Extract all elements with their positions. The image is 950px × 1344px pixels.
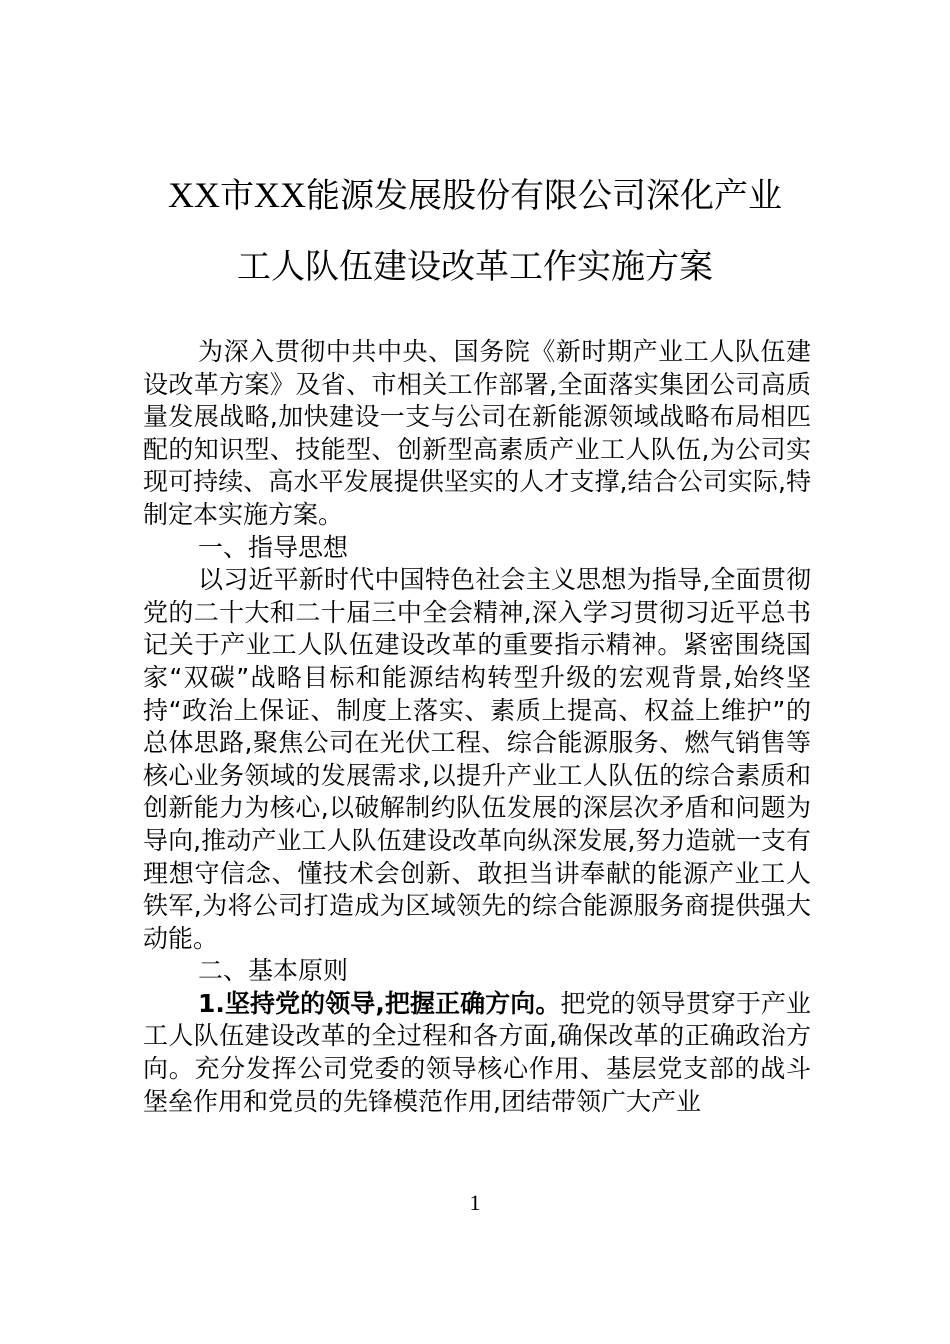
principle-1-paragraph (143, 988, 811, 1118)
guiding-ideology-paragraph: 以习近平新时代中国特色社会主义思想为指导,全面贯彻党的二十大和二十届三中全会精神,深入学习贯彻习近平总书记关于产业工人队伍建设改革的重要指示精神。紧密围绕国家“双碳”战略目标和能源结构转型升级的宏观背景,始终坚持“政治上保证、制度上落实、素质上提高、权益上维护”的总体思路,聚焦公司在光伏工程、综合能源服务、燃气销售等核心业务领域的发展需求,以提升产业工人队伍的综合素质和创新能力为核心,以破解制约队伍发展的深层次矛盾和问题为导向,推动产业工人队伍建设改革向纵深发展,努力造就一支有理想守信念、懂技术会创新、敢担当讲奉献的能源产业工人铁军,为将公司打造成为区域领先的综合能源服务商提供强大动能。 (143, 565, 811, 953)
section-heading-basic-principles: 二、基本原则 (198, 956, 349, 986)
document-title-line-2: 工人队伍建设改革工作实施方案 (237, 247, 713, 287)
title-city-suffix: 市 (220, 176, 254, 216)
title-placeholder-city: XX (168, 175, 220, 215)
document-body (143, 336, 811, 1118)
principle-1-text: 把党的领导贯穿于产业工人队伍建设改革的全过程和各方面,确保改革的正确政治方向。充分发挥公司党委的领导核心作用、基层党支部的战斗堡垒作用和党员的先锋模范作用,团结带领广大产业 (143, 988, 811, 1116)
document-title-line-1 (120, 175, 830, 216)
section-heading-guiding-ideology: 一、指导思想 (198, 532, 349, 562)
title-line-1-rest: 能源发展股份有限公司深化产业 (306, 176, 782, 216)
principle-1-lead: 1.坚持党的领导,把握正确方向。 (198, 988, 561, 1018)
intro-paragraph: 为深入贯彻中共中央、国务院《新时期产业工人队伍建设改革方案》及省、市相关工作部署,全面落实集团公司高质量发展战略,加快建设一支与公司在新能源领域战略布局相匹配的知识型、技能型、创新型高素质产业工人队伍,为公司实现可持续、高水平发展提供坚实的人才支撑,结合公司实际,特制定本实施方案。 (143, 337, 811, 529)
page-number: 1 (469, 1190, 481, 1215)
title-placeholder-company: XX (254, 175, 306, 215)
